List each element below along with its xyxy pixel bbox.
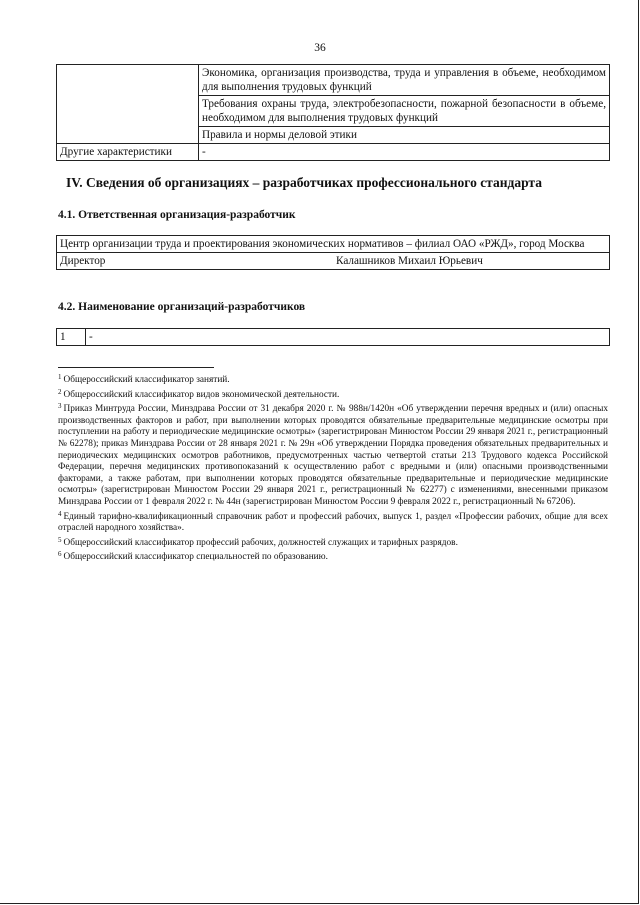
org-name-cell: Центр организации труда и проектирования экономических нормативов – филиал ОАО «РЖД», город Москва bbox=[57, 236, 610, 253]
other-characteristics-label: Другие характеристики bbox=[57, 144, 199, 161]
footnote-text: Общероссийский классификатор видов экономической деятельности. bbox=[63, 389, 340, 400]
table-row bbox=[57, 253, 610, 270]
footnote-4 bbox=[58, 509, 608, 535]
footnote-marker: 2 bbox=[58, 387, 62, 396]
footnote-text: Приказ Минтруда России, Минздрава России от 31 декабря 2020 г. № 988н/1420н «Об утверждении перечня вредных и (или) опасных производственных факторов и работ, при выполнении которых проводятся обязательные предварительные медицинские осмотры при поступлении на работу и периодические медицинские осмотры» (зарегистрирован Минюстом России 29 января 2021 г., регистрационный № 62278); приказ Минздрава России от 28 января 2021 г. № 29н «Об утверждении Порядка проведения обязательных предварительных и периодических медицинских осмотров работников, предусмотренных частью четвертой статьи 213 Трудового кодекса Российской Федерации, перечня медицинских противопоказаний к осуществлению работ с вредными и (или) опасными производственными факторами, а также работам, при выполнении которых проводятся обязательные предварительные и периодические медицинские осмотры» (зарегистрирован Минюстом России 29 января 2021 г., регистрационный № 62277) с изменениями, внесенными приказом Минздрава России от 1 февраля 2022 г. № 44н (зарегистрирован Минюстом России 9 февраля 2022 г., регистрационный № 67206). bbox=[58, 404, 608, 507]
responsible-org-table bbox=[56, 235, 610, 270]
footnote-marker: 1 bbox=[58, 373, 62, 381]
person-name-cell: Калашников Михаил Юрьевич bbox=[333, 253, 610, 270]
characteristics-table bbox=[56, 64, 610, 161]
developer-name-cell: - bbox=[86, 329, 610, 346]
table-row bbox=[57, 144, 610, 161]
table-cell: Требования охраны труда, электробезопасности, пожарной безопасности в объеме, необходимом для выполнения трудовых функций bbox=[199, 96, 610, 127]
footnote-marker: 6 bbox=[58, 550, 62, 559]
table-row bbox=[57, 329, 610, 346]
footnote-marker: 4 bbox=[58, 509, 62, 518]
footnote-text: Единый тарифно-квалификационный справочник работ и профессий рабочих, выпуск 1, раздел «Профессии рабочих, общие для всех отраслей народного хозяйства». bbox=[58, 511, 608, 534]
footnote-3 bbox=[58, 401, 608, 508]
footnote-marker: 3 bbox=[58, 402, 62, 411]
table-cell: Правила и нормы деловой этики bbox=[199, 127, 610, 144]
footnote-5 bbox=[58, 535, 608, 550]
footnote-separator bbox=[58, 367, 214, 368]
footnote-text: Общероссийский классификатор занятий. bbox=[63, 375, 230, 385]
footnotes bbox=[58, 372, 608, 564]
footnote-2 bbox=[58, 387, 608, 402]
subsection-4-2-title: 4.2. Наименование организаций-разработчиков bbox=[58, 301, 306, 313]
table-cell-empty bbox=[57, 65, 199, 144]
other-characteristics-value: - bbox=[199, 144, 610, 161]
row-number-cell: 1 bbox=[57, 329, 86, 346]
footnote-1 bbox=[58, 372, 608, 387]
table-row bbox=[57, 65, 610, 96]
page-number: 36 bbox=[314, 42, 326, 54]
footnote-marker: 5 bbox=[58, 535, 62, 544]
footnote-text: Общероссийский классификатор специальностей по образованию. bbox=[63, 552, 328, 563]
table-row bbox=[57, 236, 610, 253]
footnote-text: Общероссийский классификатор профессий рабочих, должностей служащих и тарифных разрядов. bbox=[63, 537, 458, 548]
table-cell: Экономика, организация производства, труда и управления в объеме, необходимом для выполнения трудовых функций bbox=[199, 65, 610, 96]
position-cell: Директор bbox=[57, 253, 334, 270]
footnote-6 bbox=[58, 549, 608, 564]
section-iv-title: IV. Сведения об организациях – разработчиках профессионального стандарта bbox=[66, 175, 542, 190]
subsection-4-1-title: 4.1. Ответственная организация-разработчик bbox=[58, 209, 296, 221]
developers-table bbox=[56, 328, 610, 346]
